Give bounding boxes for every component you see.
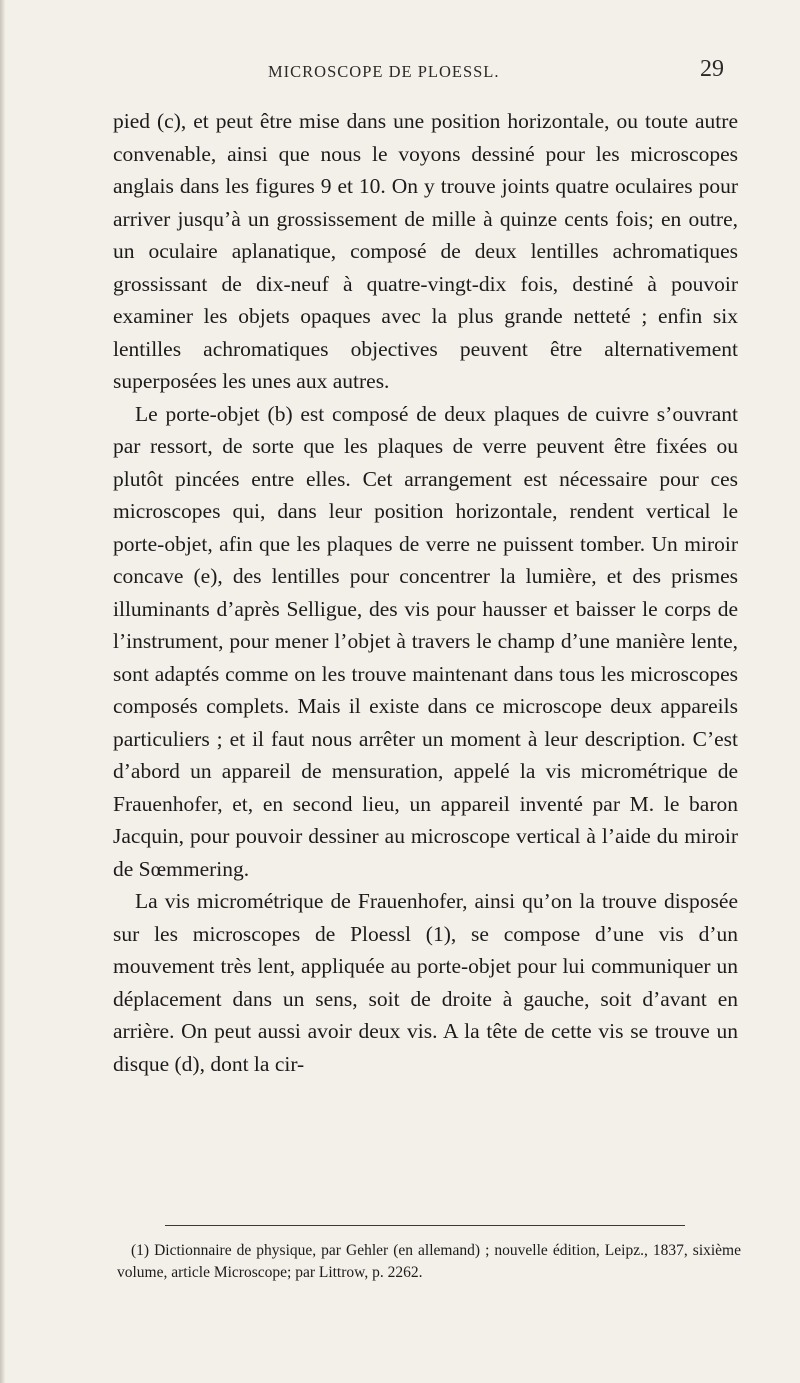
footnote-text: (1) Dictionnaire de physique, par Gehler (en allemand) ; nouvelle édition, Leipz., 1837, sixième volume, article Microscope; par Littrow, p. 2262.	[117, 1242, 741, 1281]
footnote-divider	[165, 1225, 685, 1226]
body-text	[113, 105, 738, 1080]
paragraph-1: pied (c), et peut être mise dans une position horizontale, ou toute autre convenable, ainsi que nous le voyons dessiné pour les microscopes anglais dans les figures 9 et 10. On y trouve joints quatre oculaires pour arriver jusqu’à un grossissement de mille à quinze cents fois; en outre, un oculaire aplanatique, composé de deux lentilles achromatiques grossissant de dix-neuf à quatre-vingt-dix fois, destiné à pouvoir examiner les objets opaques avec la plus grande netteté ; enfin six lentilles achromatiques objectives peuvent être alternativement superposées les unes aux autres.	[113, 109, 738, 393]
footnote	[117, 1240, 741, 1284]
page-binding-edge	[0, 0, 5, 1383]
paragraph-3: La vis micrométrique de Frauenhofer, ainsi qu’on la trouve disposée sur les microscopes de Ploessl (1), se compose d’une vis d’un mouvement très lent, appliquée au porte-objet pour lui communiquer un déplacement dans un sens, soit de droite à gauche, soit d’avant en arrière. On peut aussi avoir deux vis. A la tête de cette vis se trouve un disque (d), dont la cir-	[113, 889, 738, 1076]
paragraph-2: Le porte-objet (b) est composé de deux plaques de cuivre s’ouvrant par ressort, de sorte que les plaques de verre peuvent être fixées ou plutôt pincées entre elles. Cet arrangement est nécessaire pour ces microscopes qui, dans leur position horizontale, rendent vertical le porte-objet, afin que les plaques de verre ne puissent tomber. Un miroir concave (e), des lentilles pour concentrer la lumière, et des prismes illuminants d’après Selligue, des vis pour hausser et baisser le corps de l’instrument, pour mener l’objet à travers le champ d’une manière lente, sont adaptés comme on les trouve maintenant dans tous les microscopes composés complets. Mais il existe dans ce microscope deux appareils particuliers ; et il faut nous arrêter un moment à leur description. C’est d’abord un appareil de mensuration, appelé la vis micrométrique de Frauenhofer, et, en second lieu, un appareil inventé par M. le baron Jacquin, pour pouvoir dessiner au microscope vertical à l’aide du miroir de Sœmmering.	[113, 401, 738, 881]
running-title: MICROSCOPE DE PLOESSL.	[268, 62, 500, 81]
page-number: 29	[700, 56, 724, 82]
